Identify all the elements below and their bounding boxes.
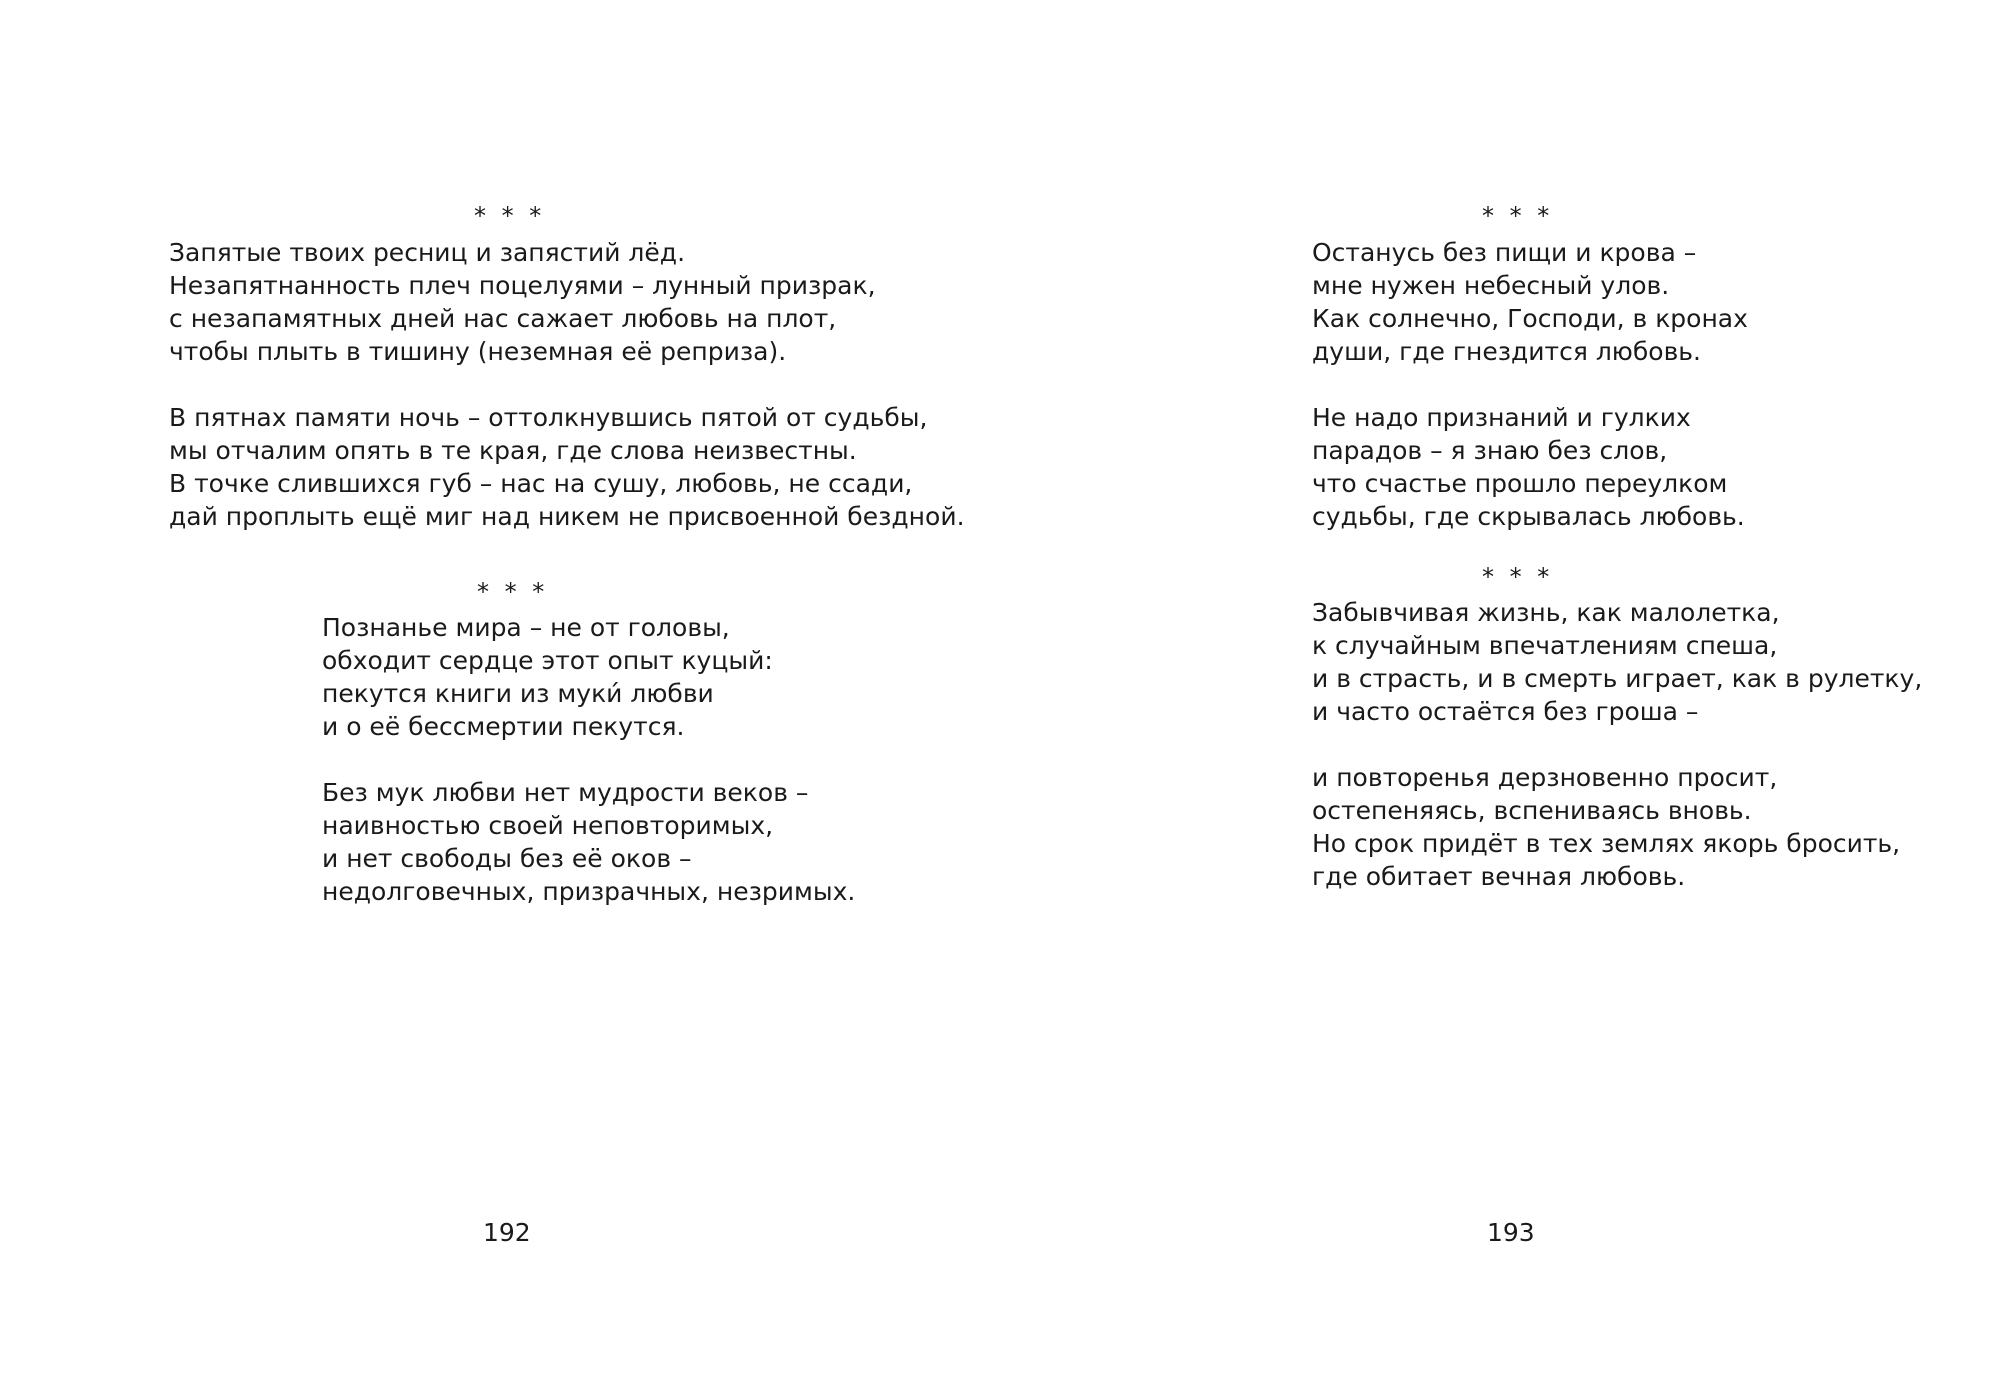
poem-separator: * * *: [1482, 563, 1554, 591]
poem-line: Незапятнанность плеч поцелуями – лунный призрак,: [169, 271, 876, 300]
poem-line: Но срок придёт в тех землях якорь бросить,: [1312, 829, 1901, 858]
poem-line: что счастье прошло переулком: [1312, 469, 1728, 498]
poem-line: с незапамятных дней нас сажает любовь на плот,: [169, 304, 837, 333]
poem-line: парадов – я знаю без слов,: [1312, 436, 1668, 465]
left-page: [0, 0, 1004, 1386]
poem-line: Забывчивая жизнь, как малолетка,: [1312, 598, 1780, 627]
poem-line: пекутся книги из муки́ любви: [322, 679, 714, 708]
poem-line: наивностью своей неповторимых,: [322, 811, 774, 840]
poem-line: души, где гнездится любовь.: [1312, 337, 1701, 366]
poem-3: [1312, 236, 1748, 533]
poem-line: и часто остаётся без гроша –: [1312, 697, 1699, 726]
poem-line: чтобы плыть в тишину (неземная её реприза).: [169, 337, 787, 366]
poem-separator: * * *: [477, 578, 549, 606]
stanza-gap: [169, 368, 965, 401]
page-number: 193: [1487, 1218, 1535, 1247]
stanza-gap: [322, 743, 855, 776]
poem-line: где обитает вечная любовь.: [1312, 862, 1686, 891]
poem-line: и повторенья дерзновенно просит,: [1312, 763, 1778, 792]
poem-line: мне нужен небесный улов.: [1312, 271, 1670, 300]
poem-line: Не надо признаний и гулких: [1312, 403, 1691, 432]
poem-line: Запятые твоих ресниц и запястий лёд.: [169, 238, 686, 267]
poem-separator: * * *: [1482, 202, 1554, 230]
poem-line: и о её бессмертии пекутся.: [322, 712, 685, 741]
poem-line: В точке слившихся губ – нас на сушу, любовь, не ссади,: [169, 469, 913, 498]
stanza-gap: [1312, 368, 1748, 401]
poem-line: Познанье мира – не от головы,: [322, 613, 730, 642]
poem-line: судьбы, где скрывалась любовь.: [1312, 502, 1745, 531]
poem-line: недолговечных, призрачных, незримых.: [322, 877, 856, 906]
right-page: [1004, 0, 2009, 1386]
poem-line: и нет свободы без её оков –: [322, 844, 692, 873]
poem-line: и в страсть, и в смерть играет, как в рулетку,: [1312, 664, 1923, 693]
poem-line: В пятнах памяти ночь – оттолкнувшись пятой от судьбы,: [169, 403, 928, 432]
poem-separator: * * *: [474, 202, 546, 230]
poem-line: дай проплыть ещё миг над никем не присвоенной бездной.: [169, 502, 965, 531]
poem-line: к случайным впечатлениям спеша,: [1312, 631, 1778, 660]
stanza-gap: [1312, 728, 1922, 761]
poem-2: [322, 611, 855, 908]
poem-4: [1312, 596, 1922, 893]
poem-line: Без мук любви нет мудрости веков –: [322, 778, 809, 807]
poem-line: Останусь без пищи и крова –: [1312, 238, 1697, 267]
page-number: 192: [483, 1218, 531, 1247]
poem-1: [169, 236, 965, 533]
poem-line: обходит сердце этот опыт куцый:: [322, 646, 773, 675]
poem-line: Как солнечно, Господи, в кронах: [1312, 304, 1748, 333]
poem-line: остепеняясь, вспениваясь вновь.: [1312, 796, 1752, 825]
poem-line: мы отчалим опять в те края, где слова неизвестны.: [169, 436, 857, 465]
